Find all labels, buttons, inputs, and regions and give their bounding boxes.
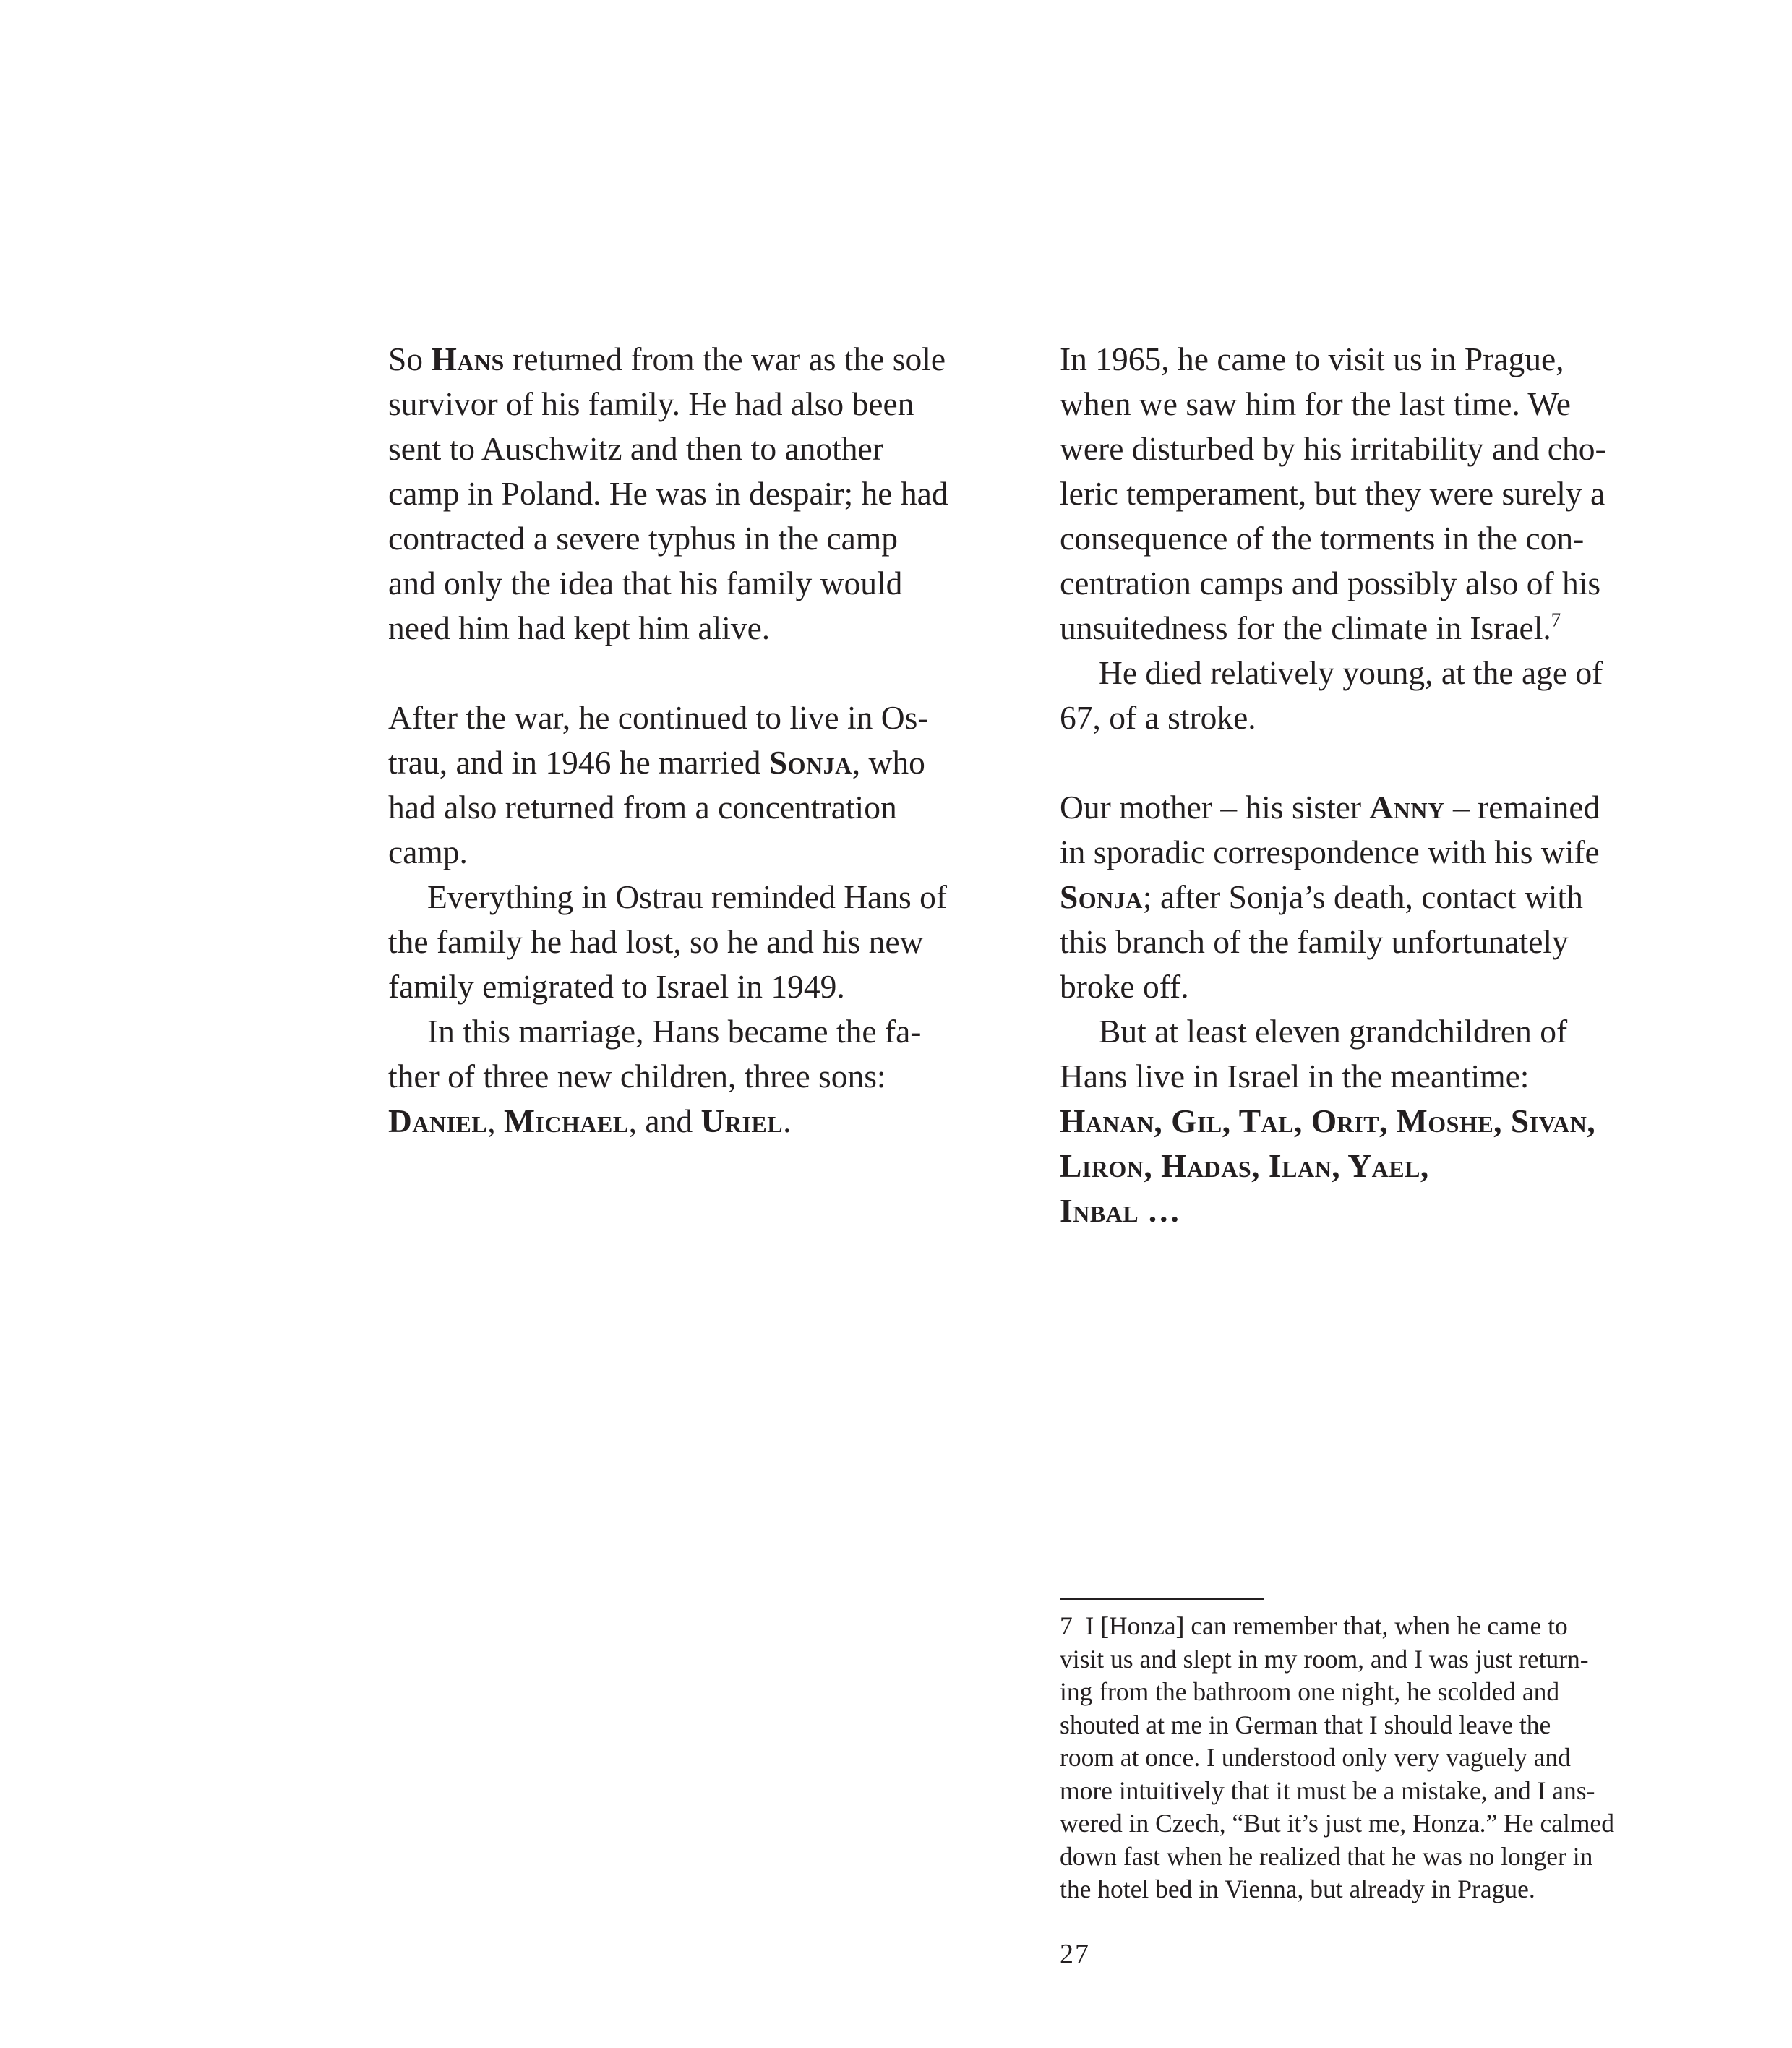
- text-line: In 1965, he came to visit us in Prague,: [1060, 340, 1564, 377]
- text-line: ther of three new children, three sons:: [388, 1058, 886, 1094]
- text-line: sent to Auschwitz and then to another: [388, 430, 883, 467]
- text-line: [1060, 606, 1681, 651]
- name-anny: Anny: [1369, 789, 1445, 826]
- text-fragment: , who: [852, 744, 925, 781]
- footnote-line: [1060, 1610, 1696, 1643]
- text-line: need him had kept him alive.: [388, 609, 771, 646]
- footnote-number: 7: [1060, 1611, 1073, 1640]
- name-uriel: Uriel: [700, 1102, 784, 1139]
- text-fragment: , and: [628, 1102, 701, 1139]
- grandchildren-names: Inbal …: [1060, 1192, 1180, 1229]
- name-michael: Michael: [503, 1102, 629, 1139]
- text-line: But at least eleven grandchildren of: [1099, 1013, 1568, 1050]
- text-line: Everything in Ostrau reminded Hans of: [427, 878, 947, 915]
- text-line: camp.: [388, 834, 468, 870]
- footnote-line: visit us and slept in my room, and I was just return-: [1060, 1644, 1589, 1674]
- footnote-line: the hotel bed in Vienna, but already in Prague.: [1060, 1875, 1535, 1903]
- footnote-reference[interactable]: 7: [1551, 609, 1561, 631]
- text-line: in sporadic correspondence with his wife: [1060, 834, 1600, 870]
- footnote-line: room at once. I understood only very vaguely and: [1060, 1743, 1571, 1772]
- footnote-line: down fast when he realized that he was no longer in: [1060, 1841, 1593, 1871]
- text-line: [1060, 785, 1681, 830]
- paragraph-death: [1060, 651, 1681, 740]
- left-column: [388, 337, 1010, 1144]
- text-line: 67, of a stroke.: [1060, 699, 1256, 736]
- footnote-line: ing from the bathroom one night, he scolded and: [1060, 1677, 1560, 1706]
- name-daniel: Daniel: [388, 1102, 488, 1139]
- text-line: After the war, he continued to live in Os-: [388, 699, 929, 736]
- page-number: 27: [1060, 1939, 1090, 1969]
- footnote-separator: [1060, 1598, 1264, 1600]
- text-fragment: So: [388, 340, 432, 377]
- paragraph-prague-visit: [1060, 337, 1681, 651]
- footnote-line: shouted at me in German that I should leave the: [1060, 1710, 1551, 1739]
- text-line: the family he had lost, so he and his new: [388, 923, 924, 960]
- text-line: leric temperament, but they were surely a: [1060, 475, 1605, 512]
- paragraph-after-war: [388, 695, 1010, 875]
- text-line: He died relatively young, at the age of: [1099, 654, 1603, 691]
- name-hans: Hans: [431, 340, 505, 377]
- footnote-line: wered in Czech, “But it’s just me, Honza.” He calmed: [1060, 1809, 1614, 1838]
- right-column: [1060, 337, 1681, 1233]
- footnote-line: more intuitively that it must be a mistake, and I ans-: [1060, 1775, 1595, 1805]
- footnote: [1060, 1610, 1696, 1906]
- text-line: contracted a severe typhus in the camp: [388, 520, 898, 557]
- text-fragment: I [Honza] can remember that, when he came to: [1085, 1611, 1568, 1640]
- text-fragment: ,: [487, 1102, 504, 1139]
- text-fragment: .: [783, 1102, 792, 1139]
- text-fragment: ; after Sonja’s death, contact with: [1142, 878, 1583, 915]
- text-line: had also returned from a concentration: [388, 789, 897, 826]
- text-fragment: Our mother – his sister: [1060, 789, 1370, 826]
- text-line: and only the idea that his family would: [388, 565, 903, 601]
- paragraph-correspondence: [1060, 785, 1681, 1009]
- grandchildren-names: Liron, Hadas, Ilan, Yael,: [1060, 1147, 1429, 1184]
- paragraph-grandchildren: [1060, 1009, 1681, 1233]
- text-line: broke off.: [1060, 968, 1189, 1005]
- text-line: [388, 337, 1010, 382]
- text-line: [1060, 875, 1681, 920]
- name-sonja: Sonja: [1060, 878, 1143, 915]
- name-sonja: Sonja: [768, 744, 852, 781]
- text-line: Hans live in Israel in the meantime:: [1060, 1058, 1530, 1094]
- text-line: consequence of the torments in the con-: [1060, 520, 1585, 557]
- text-fragment: trau, and in 1946 he married: [388, 744, 769, 781]
- text-line: centration camps and possibly also of his: [1060, 565, 1601, 601]
- text-fragment: unsuitedness for the climate in Israel.: [1060, 609, 1551, 646]
- text-line: were disturbed by his irritability and cho-: [1060, 430, 1606, 467]
- text-line: camp in Poland. He was in despair; he had: [388, 475, 948, 512]
- paragraph-ostrau: [388, 875, 1010, 1009]
- text-line: when we saw him for the last time. We: [1060, 385, 1571, 422]
- paragraph-marriage: [388, 1009, 1010, 1144]
- grandchildren-names: Hanan, Gil, Tal, Orit, Moshe, Sivan,: [1060, 1102, 1596, 1139]
- text-fragment: – remained: [1444, 789, 1600, 826]
- text-fragment: returned from the war as the sole: [504, 340, 946, 377]
- text-line: family emigrated to Israel in 1949.: [388, 968, 845, 1005]
- text-line: In this marriage, Hans became the fa-: [427, 1013, 922, 1050]
- paragraph-hans-return: [388, 337, 1010, 651]
- text-line: [388, 740, 1010, 785]
- text-line: this branch of the family unfortunately: [1060, 923, 1569, 960]
- text-line: survivor of his family. He had also been: [388, 385, 914, 422]
